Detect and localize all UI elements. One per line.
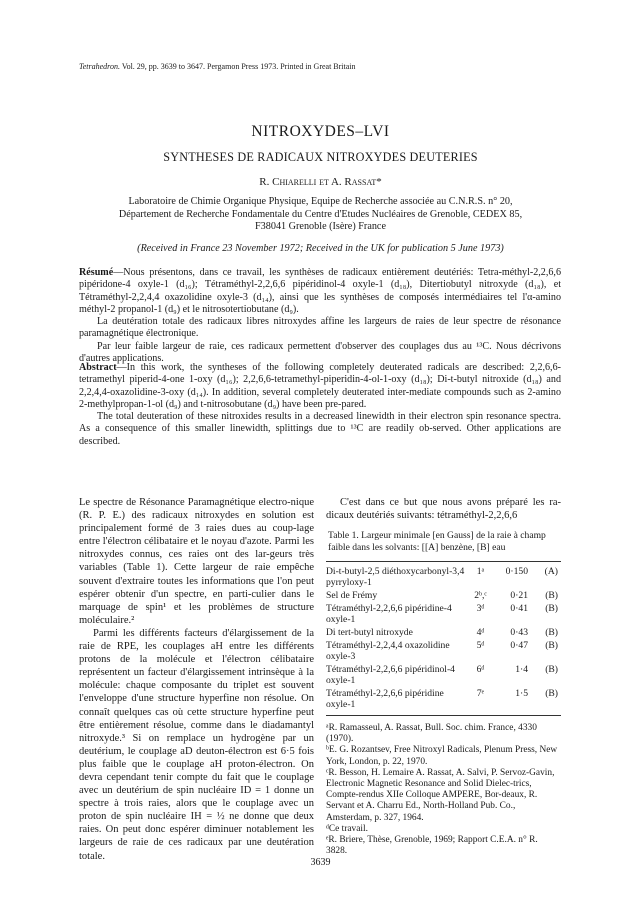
- compound-name: Tétraméthyl-2,2,6,6 pipéridine-4 oxyle-1: [326, 603, 452, 625]
- solvent-code: (B): [545, 627, 558, 638]
- linewidth-value: 1·5: [515, 688, 528, 699]
- table-footnotes: [326, 723, 561, 857]
- row-ref: 1ᵃ: [476, 566, 485, 577]
- linewidth-value: 0·150: [505, 566, 528, 577]
- table-row: [326, 566, 561, 588]
- footnote: ᵉR. Briere, Thèse, Grenoble, 1969; Rapport C.E.A. n° R. 3828.: [326, 835, 538, 857]
- body-paragraph: Le spectre de Résonance Paramagnétique electro-nique (R. P. E.) des radicaux nitroxydes en solution est principalement formé de 3 raies dues au coup-lage entre l'électron célibataire et le noyau d'azote. Parmi les nitroxydes connus, ces raies ont des lar-geurs très variables (Table 1). Cette largeur de raie empêche souvent d'extraire toutes les informations que l'on peut espérer obtenir d'un spectre, en parti-culier dans le marquage de spin¹ et les problèmes de structure moléculaire.²: [79, 497, 314, 626]
- row-ref: 2ᵇ,ᶜ: [474, 590, 487, 601]
- linewidth-value: 0·47: [510, 640, 528, 651]
- page-number: 3639: [310, 857, 331, 868]
- solvent-code: (B): [545, 603, 558, 614]
- table-caption: Table 1. Largeur minimale [en Gauss] de la raie à champ faible dans les solvants: [[A] benzène, [B] eau: [328, 530, 546, 553]
- table-row: [326, 688, 561, 710]
- abstract-text: —In this work, the syntheses of the following completely deuterated radicals are described: 2,2,6,6-tetramethyl piperid-4-one 1-oxy (d₁₆); 2,2,6,6-tetramethyl-piperidin-4-ol-1-oxy (d₁₈); Di-t-butyl nitroxide (d₁₈) and 2,2,4,4-oxazolidine-3-oxy (d₁₄). In addition, several completely deuterated inter-mediate compounds such as 2-amino 2-methylpropan-1-ol (d₉) and t-nitrosobutane (d₉) have been pre-pared.: [79, 362, 561, 410]
- affiliation: [60, 196, 581, 234]
- row-ref: 7ᵉ: [476, 688, 485, 699]
- linewidth-value: 0·21: [510, 590, 528, 601]
- footnote: ᵃR. Ramasseul, A. Rassat, Bull. Soc. chim. France, 4330 (1970).: [326, 723, 537, 745]
- compound-name: Tétraméthyl-2,2,6,6 pipéridinol-4 oxyle-1: [326, 664, 455, 686]
- linewidth-table: [326, 561, 561, 716]
- resume-paragraph: Par leur faible largeur de raie, ces radicaux permettent d'observer des couplages dus au ¹³C. Nous décrivons d'autres applications.: [79, 340, 561, 365]
- abstract-paragraph: The total deuteration of these nitroxides results in a decreased linewidth in their electron spin resonance spectra. As a consequence of this smaller linewidth, splittings due to ¹³C are readily ob-served. Other applications are described.: [79, 411, 561, 447]
- solvent-code: (B): [545, 688, 558, 699]
- table-row: [326, 590, 561, 601]
- linewidth-value: 0·43: [510, 627, 528, 638]
- resume-paragraph: La deutération totale des radicaux libres nitroxydes affine les largeurs de raies de leur spectre de résonance paramagnétique électronique.: [79, 316, 561, 340]
- table-row: [326, 627, 561, 638]
- abstract-block: [79, 362, 561, 448]
- paper-title: NITROXYDES–LVI: [251, 123, 390, 140]
- solvent-code: (A): [544, 566, 558, 577]
- table-row: [326, 603, 561, 625]
- paper-subtitle: SYNTHESES DE RADICAUX NITROXYDES DEUTERIES: [163, 150, 478, 164]
- affiliation-line: Département de Recherche Fondamentale du Centre d'Etudes Nucléaires de Grenoble, CEDEX 85,: [118, 208, 523, 220]
- right-column: [326, 496, 561, 857]
- abstract-label: Abstract: [79, 362, 117, 373]
- solvent-code: (B): [545, 664, 558, 675]
- compound-name: Di-t-butyl-2,5 diéthoxycarbonyl-3,4 pyrryloxy-1: [326, 566, 465, 588]
- author-line: R. Chiarelli et A. Rassat*: [259, 176, 382, 188]
- resume-text: —Nous présentons, dans ce travail, les synthèses de radicaux entièrement deutériés: Tetra-méthyl-2,2,6,6 pipéridone-4 oxyle-1 (d₁₆); Tétraméthyl-2,2,6,6 pipéridinol-4 oxyle-1 (d₁₈), Ditertiobutyl nitroxyde (d₁₈), et Tétraméthyl-2,2,4,4 oxazolidine oxyle-3 (d₁₄), ainsi que les synthèses de composés intermédiaires tel l'α-amino méthyl-2 propanol-1 (d₉) et le nitrosotertiobutane (d₉).: [79, 267, 561, 315]
- compound-name: Sel de Frémy: [326, 590, 378, 601]
- footnote: ᵈCe travail.: [326, 823, 368, 834]
- row-ref: 6ᵈ: [476, 664, 485, 675]
- journal-name: Tetrahedron.: [79, 62, 120, 71]
- running-head: [79, 62, 356, 71]
- row-ref: 3ᵈ: [476, 603, 485, 614]
- row-ref: 5ᵈ: [476, 640, 485, 651]
- resume-label: Résumé: [79, 267, 114, 278]
- footnote: ᶜR. Besson, H. Lemaire A. Rassat, A. Salvi, P. Servoz-Gavin, Electronic Magnetic Resonance and Solid Dielec-trics, Compte-rendus XIIe Colloque AMPERE, Bor-deaux, R. Servant et A. Charru Ed., North-Holland Pub. Co., Amsterdam, p. 327, 1964.: [326, 767, 555, 823]
- body-paragraph: C'est dans ce but que nous avons préparé les ra-dicaux deutériés suivants: tétraméthyl-2,2,6,6: [326, 497, 561, 522]
- linewidth-value: 1·4: [515, 664, 528, 675]
- table-row: [326, 640, 561, 662]
- linewidth-value: 0·41: [510, 603, 528, 614]
- footnote: ᵇE. G. Rozantsev, Free Nitroxyl Radicals, Plenum Press, New York, London, p. 22, 1970.: [326, 745, 558, 767]
- received-dates: (Received in France 23 November 1972; Received in the UK for publication 5 June 1973): [137, 243, 504, 254]
- affiliation-line: F38041 Grenoble (Isère) France: [255, 221, 386, 233]
- row-ref: 4ᵈ: [476, 627, 485, 638]
- compound-name: Di tert-butyl nitroxyde: [326, 627, 413, 638]
- table-row: [326, 664, 561, 686]
- solvent-code: (B): [545, 590, 558, 601]
- left-column: [79, 496, 314, 863]
- solvent-code: (B): [545, 640, 558, 651]
- compound-name: Tétraméthyl-2,2,6,6 pipéridine oxyle-1: [326, 688, 444, 710]
- compound-name: Tétraméthyl-2,2,4,4 oxazolidine oxyle-3: [326, 640, 450, 662]
- resume-block: [79, 267, 561, 365]
- running-head-details: Vol. 29, pp. 3639 to 3647. Pergamon Press 1973. Printed in Great Britain: [121, 62, 356, 71]
- body-paragraph: Parmi les différents facteurs d'élargissement de la raie de RPE, les couplages aH entre les différents protons de la molécule et l'électron célibataire représentent un facteur d'élargissement intrinsèque à la molécule: chaque composante du triplet est souvent l'enveloppe d'une structure hyperfine non résolue. On connaît quelques cas où cette structure hyperfine peut être entièrement résolue, comme dans le diadamantyl nitroxyde.³ Si on remplace un hydrogène par un deutérium, le couplage aD deuton-électron est 6·5 fois plus faible que le couplage aH proton-électron. On devra cependant tenir compte du fait que le couplage avec un deutérium de spin nucléaire ID = 1 donne un spectre à trois raies, alors que le couplage avec un proton de spin nucléaire IH = ½ ne donne que deux raies. On peut donc espérer diminuer notablement les largeurs de raie de ces radicaux par une deutération totale.: [79, 627, 314, 862]
- affiliation-line: Laboratoire de Chimie Organique Physique, Equipe de Recherche associée au C.N.R.S. n° 20,: [128, 196, 513, 207]
